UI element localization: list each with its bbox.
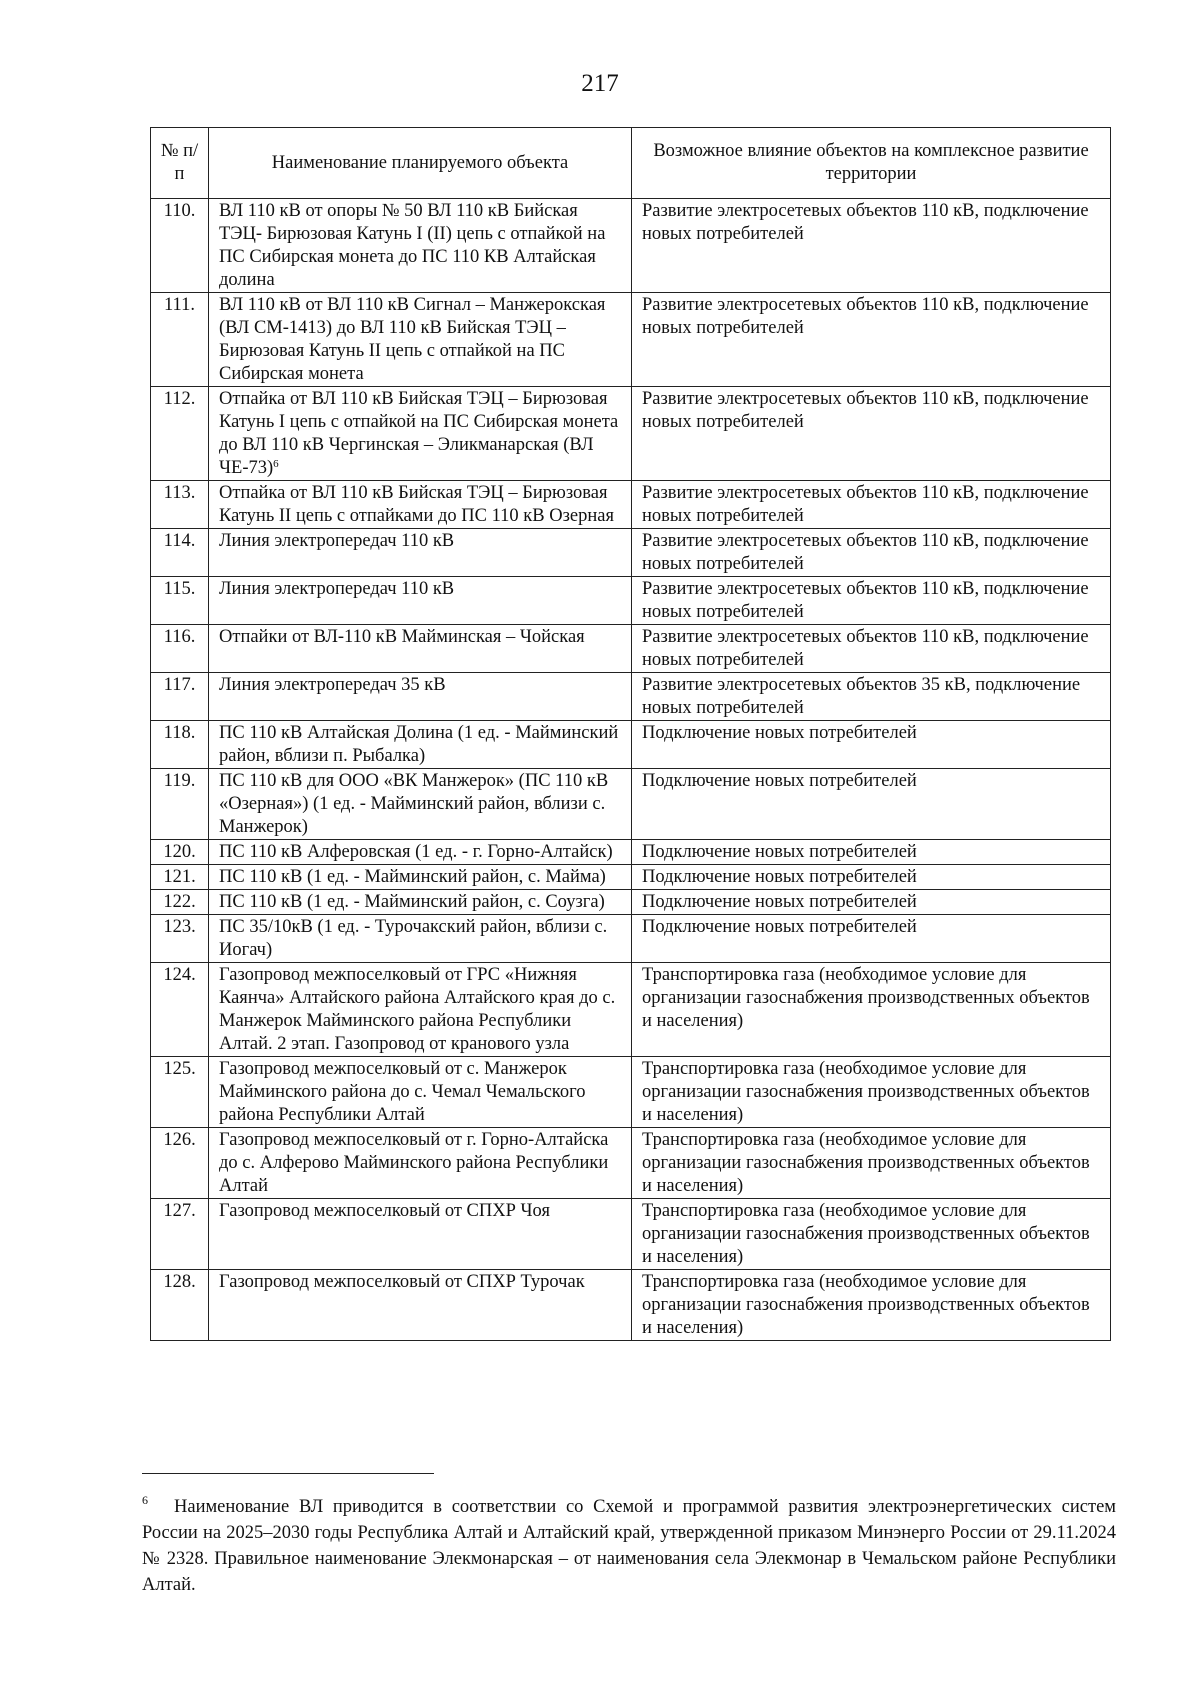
object-name-cell bbox=[209, 529, 632, 577]
object-name-cell bbox=[209, 890, 632, 915]
impact-text: Подключение новых потребителей bbox=[632, 865, 1111, 890]
impact-text: Транспортировка газа (необходимое условие для организации газоснабжения производственных объектов и населения) bbox=[632, 1199, 1111, 1270]
object-name: Газопровод межпоселковый от г. Горно-Алтайска до с. Алферово Майминского района Республики Алтай bbox=[219, 1130, 609, 1196]
table-row bbox=[151, 481, 1111, 529]
table-row bbox=[151, 673, 1111, 721]
objects-table bbox=[150, 127, 1111, 1341]
table-row bbox=[151, 1199, 1111, 1270]
table-row bbox=[151, 1270, 1111, 1341]
object-name: ПС 110 кВ (1 ед. - Майминский район, с. Соузга) bbox=[219, 892, 605, 912]
table-row bbox=[151, 963, 1111, 1057]
row-number: 125. bbox=[151, 1057, 209, 1128]
impact-text: Подключение новых потребителей bbox=[632, 840, 1111, 865]
object-name-cell bbox=[209, 915, 632, 963]
page-number: 217 bbox=[581, 70, 619, 97]
object-name: Газопровод межпоселковый от СПХР Чоя bbox=[219, 1201, 550, 1221]
row-number: 115. bbox=[151, 577, 209, 625]
row-number: 116. bbox=[151, 625, 209, 673]
row-number: 120. bbox=[151, 840, 209, 865]
table-row bbox=[151, 1128, 1111, 1199]
table-row bbox=[151, 529, 1111, 577]
footnote-mark: 6 bbox=[142, 1493, 148, 1507]
footnote-reference: 6 bbox=[273, 458, 279, 470]
header-name: Наименование планируемого объекта bbox=[209, 128, 632, 199]
table-row bbox=[151, 915, 1111, 963]
object-name: ПС 110 кВ Алтайская Долина (1 ед. - Майминский район, вблизи п. Рыбалка) bbox=[219, 723, 619, 766]
impact-text: Транспортировка газа (необходимое условие для организации газоснабжения производственных объектов и населения) bbox=[632, 1057, 1111, 1128]
object-name-cell bbox=[209, 865, 632, 890]
impact-text: Развитие электросетевых объектов 110 кВ, подключение новых потребителей bbox=[632, 387, 1111, 481]
header-impact: Возможное влияние объектов на комплексное развитие территории bbox=[632, 128, 1111, 199]
row-number: 111. bbox=[151, 293, 209, 387]
object-name: Линия электропередач 110 кВ bbox=[219, 579, 455, 599]
impact-text: Развитие электросетевых объектов 110 кВ, подключение новых потребителей bbox=[632, 293, 1111, 387]
impact-text: Развитие электросетевых объектов 110 кВ, подключение новых потребителей bbox=[632, 199, 1111, 293]
row-number: 114. bbox=[151, 529, 209, 577]
table-row bbox=[151, 625, 1111, 673]
object-name-cell bbox=[209, 1128, 632, 1199]
object-name: Отпайки от ВЛ-110 кВ Майминская – Чойская bbox=[219, 627, 585, 647]
row-number: 110. bbox=[151, 199, 209, 293]
impact-text: Подключение новых потребителей bbox=[632, 915, 1111, 963]
object-name: ПС 110 кВ для ООО «ВК Манжерок» (ПС 110 кВ «Озерная») (1 ед. - Майминский район, вблизи с. Манжерок) bbox=[219, 771, 609, 837]
footnote-divider bbox=[142, 1473, 434, 1474]
impact-text: Транспортировка газа (необходимое условие для организации газоснабжения производственных объектов и населения) bbox=[632, 1270, 1111, 1341]
table-row bbox=[151, 293, 1111, 387]
row-number: 113. bbox=[151, 481, 209, 529]
table-row bbox=[151, 769, 1111, 840]
object-name: ПС 110 кВ (1 ед. - Майминский район, с. Майма) bbox=[219, 867, 606, 887]
impact-text: Подключение новых потребителей bbox=[632, 890, 1111, 915]
object-name-cell bbox=[209, 963, 632, 1057]
object-name-cell bbox=[209, 387, 632, 481]
object-name: Газопровод межпоселковый от с. Манжерок Майминского района до с. Чемал Чемальского района Республики Алтай bbox=[219, 1059, 586, 1125]
object-name: Линия электропередач 110 кВ bbox=[219, 531, 455, 551]
table-row bbox=[151, 865, 1111, 890]
impact-text: Транспортировка газа (необходимое условие для организации газоснабжения производственных объектов и населения) bbox=[632, 963, 1111, 1057]
object-name: ВЛ 110 кВ от ВЛ 110 кВ Сигнал – Манжерокская (ВЛ СМ-1413) до ВЛ 110 кВ Бийская ТЭЦ – Бирюзовая Катунь II цепь с отпайкой на ПС Сибирская монета bbox=[219, 295, 606, 384]
object-name: ВЛ 110 кВ от опоры № 50 ВЛ 110 кВ Бийская ТЭЦ- Бирюзовая Катунь I (II) цепь с отпайкой на ПС Сибирская монета до ПС 110 КВ Алтайская долина bbox=[219, 201, 606, 290]
impact-text: Развитие электросетевых объектов 110 кВ, подключение новых потребителей bbox=[632, 577, 1111, 625]
object-name-cell bbox=[209, 625, 632, 673]
row-number: 124. bbox=[151, 963, 209, 1057]
object-name-cell bbox=[209, 1270, 632, 1341]
object-name: Отпайка от ВЛ 110 кВ Бийская ТЭЦ – Бирюзовая Катунь I цепь с отпайкой на ПС Сибирская монета до ВЛ 110 кВ Чергинская – Эликманарская (ВЛ ЧЕ-73) bbox=[219, 389, 619, 478]
impact-text: Развитие электросетевых объектов 35 кВ, подключение новых потребителей bbox=[632, 673, 1111, 721]
row-number: 121. bbox=[151, 865, 209, 890]
table-row bbox=[151, 199, 1111, 293]
table-row bbox=[151, 1057, 1111, 1128]
table-row bbox=[151, 577, 1111, 625]
footnote-text: Наименование ВЛ приводится в соответствии со Схемой и программой развития электроэнергетических систем России на 2025–2030 годы Республика Алтай и Алтайский край, утвержденной приказом Минэнерго России от 29.11.2024 № 2328. Правильное наименование Элекмонарская – от наименования села Элекмонар в Чемальском районе Республики Алтай. bbox=[142, 1497, 1116, 1595]
object-name: Линия электропередач 35 кВ bbox=[219, 675, 446, 695]
row-number: 128. bbox=[151, 1270, 209, 1341]
impact-text: Развитие электросетевых объектов 110 кВ, подключение новых потребителей bbox=[632, 625, 1111, 673]
object-name: Отпайка от ВЛ 110 кВ Бийская ТЭЦ – Бирюзовая Катунь II цепь с отпайками до ПС 110 кВ Озерная bbox=[219, 483, 614, 526]
row-number: 119. bbox=[151, 769, 209, 840]
row-number: 126. bbox=[151, 1128, 209, 1199]
row-number: 122. bbox=[151, 890, 209, 915]
header-num: № п/п bbox=[151, 128, 209, 199]
table-header-row bbox=[151, 128, 1111, 199]
impact-text: Подключение новых потребителей bbox=[632, 769, 1111, 840]
object-name: ПС 110 кВ Алферовская (1 ед. - г. Горно-Алтайск) bbox=[219, 842, 613, 862]
object-name-cell bbox=[209, 293, 632, 387]
object-name: Газопровод межпоселковый от ГРС «Нижняя Каянча» Алтайского района Алтайского края до с. Манжерок Майминского района Республики Алтай. 2 этап. Газопровод от кранового узла bbox=[219, 965, 616, 1054]
row-number: 123. bbox=[151, 915, 209, 963]
object-name-cell bbox=[209, 769, 632, 840]
impact-text: Транспортировка газа (необходимое условие для организации газоснабжения производственных объектов и населения) bbox=[632, 1128, 1111, 1199]
row-number: 127. bbox=[151, 1199, 209, 1270]
object-name-cell bbox=[209, 840, 632, 865]
object-name-cell bbox=[209, 1057, 632, 1128]
object-name: Газопровод межпоселковый от СПХР Турочак bbox=[219, 1272, 585, 1292]
table-row bbox=[151, 890, 1111, 915]
object-name: ПС 35/10кВ (1 ед. - Турочакский район, вблизи с. Иогач) bbox=[219, 917, 608, 960]
table-row bbox=[151, 387, 1111, 481]
impact-text: Развитие электросетевых объектов 110 кВ, подключение новых потребителей bbox=[632, 529, 1111, 577]
object-name-cell bbox=[209, 673, 632, 721]
row-number: 118. bbox=[151, 721, 209, 769]
object-name-cell bbox=[209, 199, 632, 293]
row-number: 112. bbox=[151, 387, 209, 481]
object-name-cell bbox=[209, 1199, 632, 1270]
table-row bbox=[151, 721, 1111, 769]
object-name-cell bbox=[209, 481, 632, 529]
object-name-cell bbox=[209, 577, 632, 625]
row-number: 117. bbox=[151, 673, 209, 721]
impact-text: Развитие электросетевых объектов 110 кВ, подключение новых потребителей bbox=[632, 481, 1111, 529]
table-row bbox=[151, 840, 1111, 865]
object-name-cell bbox=[209, 721, 632, 769]
impact-text: Подключение новых потребителей bbox=[632, 721, 1111, 769]
footnote bbox=[142, 1487, 1116, 1598]
